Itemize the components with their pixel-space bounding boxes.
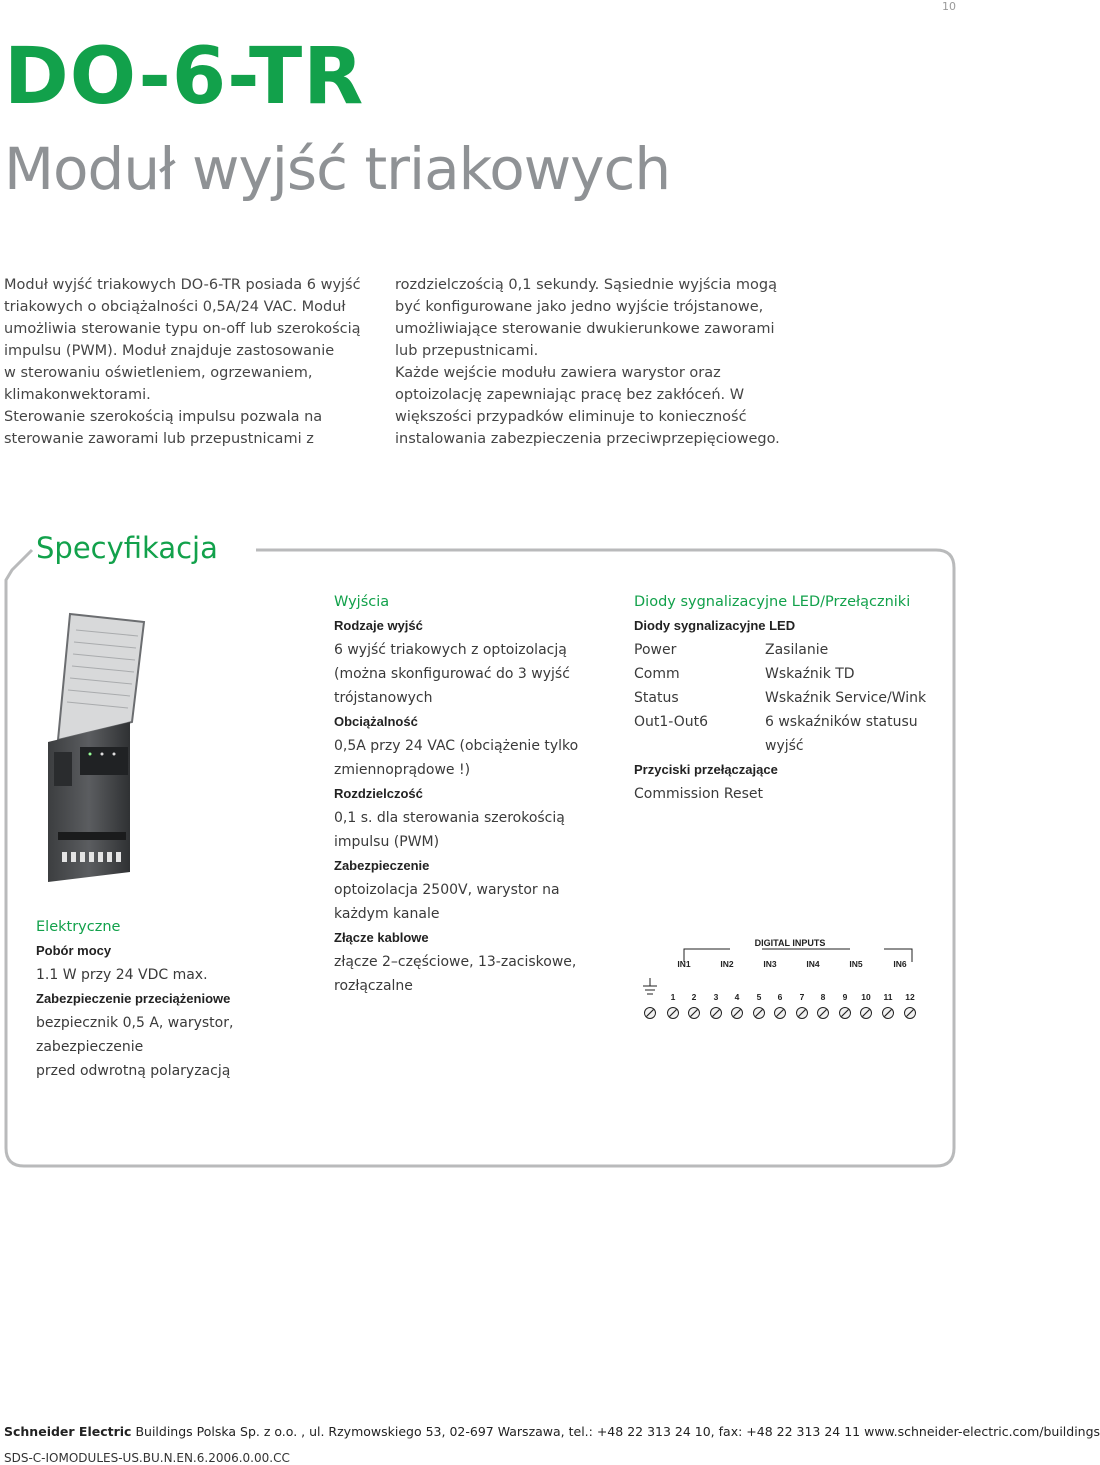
input-label: IN5 <box>849 959 863 969</box>
terminal-number: 10 <box>861 992 871 1002</box>
led-name: Out1-Out6 <box>634 714 709 730</box>
leds-category: Diody sygnalizacyjne LED/Przełączniki <box>634 594 911 610</box>
terminal-screw-icon <box>797 1008 808 1019</box>
terminal-screw-icon <box>861 1008 872 1019</box>
ground-icon <box>643 978 657 994</box>
diagram-header: DIGITAL INPUTS <box>754 938 826 948</box>
input-label: IN1 <box>677 959 691 969</box>
footer-address <box>4 1424 1100 1439</box>
terminal-number: 4 <box>734 992 740 1002</box>
terminal-screw-icon <box>754 1008 765 1019</box>
spec-label: Zabezpieczenie <box>334 858 430 873</box>
spec-label: Złącze kablowe <box>334 930 429 945</box>
led-desc: Wskaźnik Service/Wink <box>765 690 927 706</box>
wiring-diagram <box>636 934 926 1024</box>
led-name: Power <box>634 642 677 658</box>
footer-details: Buildings Polska Sp. z o.o. , ul. Rzymowskiego 53, 02-697 Warszawa, tel.: +48 22 313 24 10, fax: +48 22 313 24 11 www.schneider-electric.com/buildings <box>131 1424 1100 1439</box>
terminal-number: 11 <box>883 992 893 1002</box>
intro-right-text: rozdzielczością 0,1 sekundy. Sąsiednie wyjścia mogą być konfigurowane jako jedno wyjście trójstanowe, umożliwiające sterowanie dwukierunkowe zaworami lub przepustnicami. Każde wejście modułu zawiera warystor oraz optoizolację zapewniając pracę bez zakłóceń. W większości przypadków eliminuje to konieczność instalowania zabezpieczenia przeciwprzepięciowego. <box>395 277 780 447</box>
led-name: Comm <box>634 666 680 682</box>
electrical-category: Elektryczne <box>36 919 121 935</box>
terminal-number: 7 <box>799 992 805 1002</box>
led-row <box>634 686 944 710</box>
led-desc: Wskaźnik TD <box>765 666 855 682</box>
led-name: Status <box>634 690 679 706</box>
terminal-screw-icon <box>905 1008 916 1019</box>
outputs-section <box>334 590 604 998</box>
intro-right-column <box>395 274 815 450</box>
switch-label: Przyciski przełączające <box>634 762 778 777</box>
input-label: IN3 <box>763 959 777 969</box>
terminal-screw-icon <box>775 1008 786 1019</box>
led-row <box>634 662 944 686</box>
terminal-number: 6 <box>777 992 783 1002</box>
product-image <box>40 612 160 884</box>
terminal-screw-icon <box>818 1008 829 1019</box>
spec-title: Specyfikacja <box>36 531 218 565</box>
terminal-number: 2 <box>691 992 697 1002</box>
input-label: IN2 <box>720 959 734 969</box>
spec-label: Rozdzielczość <box>334 786 423 801</box>
intro-left-text: Moduł wyjść triakowych DO-6-TR posiada 6 wyjść triakowych o obciążalności 0,5A/24 VAC. Moduł umożliwia sterowanie typu on-off lub szerokością impulsu (PWM). Moduł znajduje zastosowanie w sterowaniu oświetleniem, ogrzewaniem, klimakonwektorami. Sterowanie szerokością impulsu pozwala na sterowanie zaworami lub przepustnicami z <box>4 277 361 447</box>
spec-value: złącze 2–częściowe, 13-zaciskowe, rozłączalne <box>334 954 577 994</box>
spec-value: 0,5A przy 24 VAC (obciążenie tylko zmiennoprądowe !) <box>334 738 579 778</box>
footer-code: SDS-C-IOMODULES-US.BU.N.EN.6.2006.0.00.CC <box>4 1451 290 1465</box>
terminal-screw-icon <box>883 1008 894 1019</box>
led-desc: 6 wskaźników statusu wyjść <box>765 714 918 754</box>
spec-value: 6 wyjść triakowych z optoizolacją (można skonfigurować do 3 wyjść trójstanowych <box>334 642 570 706</box>
terminal-number: 3 <box>713 992 719 1002</box>
leds-section <box>634 590 944 806</box>
page-title: DO-6-TR <box>4 32 365 122</box>
switch-value: Commission Reset <box>634 786 763 802</box>
spec-value: optoizolacja 2500V, warystor na każdym kanale <box>334 882 560 922</box>
spec-value: 0,1 s. dla sterowania szerokością impulsu (PWM) <box>334 810 565 850</box>
spec-label: Pobór mocy <box>36 943 112 958</box>
terminal-screw-icon <box>840 1008 851 1019</box>
terminal-number: 9 <box>842 992 848 1002</box>
page-subtitle: Moduł wyjść triakowych <box>4 135 671 203</box>
terminal-number: 5 <box>756 992 762 1002</box>
intro-left-column <box>4 274 364 450</box>
footer-company: Schneider Electric <box>4 1424 132 1439</box>
page-number: 10 <box>942 0 956 13</box>
outputs-category: Wyjścia <box>334 594 390 610</box>
terminal-screw-icon <box>645 1008 656 1019</box>
spec-value: bezpiecznik 0,5 A, warystor, zabezpieczenie przed odwrotną polaryzacją <box>36 1015 234 1079</box>
led-row <box>634 638 944 662</box>
electrical-section <box>36 915 326 1083</box>
spec-label: Obciążalność <box>334 714 418 729</box>
input-label: IN4 <box>806 959 820 969</box>
led-row <box>634 710 944 758</box>
terminal-number: 8 <box>820 992 826 1002</box>
spec-label: Rodzaje wyjść <box>334 618 423 633</box>
led-desc: Zasilanie <box>765 642 829 658</box>
terminal-screw-icon <box>689 1008 700 1019</box>
terminal-number: 12 <box>905 992 915 1002</box>
terminal-screw-icon <box>732 1008 743 1019</box>
spec-value: 1.1 W przy 24 VDC max. <box>36 967 208 983</box>
terminal-screw-icon <box>668 1008 679 1019</box>
terminal-screw-icon <box>711 1008 722 1019</box>
led-label: Diody sygnalizacyjne LED <box>634 618 796 633</box>
spec-label: Zabezpieczenie przeciążeniowe <box>36 991 231 1006</box>
terminal-number: 1 <box>670 992 676 1002</box>
input-label: IN6 <box>893 959 907 969</box>
